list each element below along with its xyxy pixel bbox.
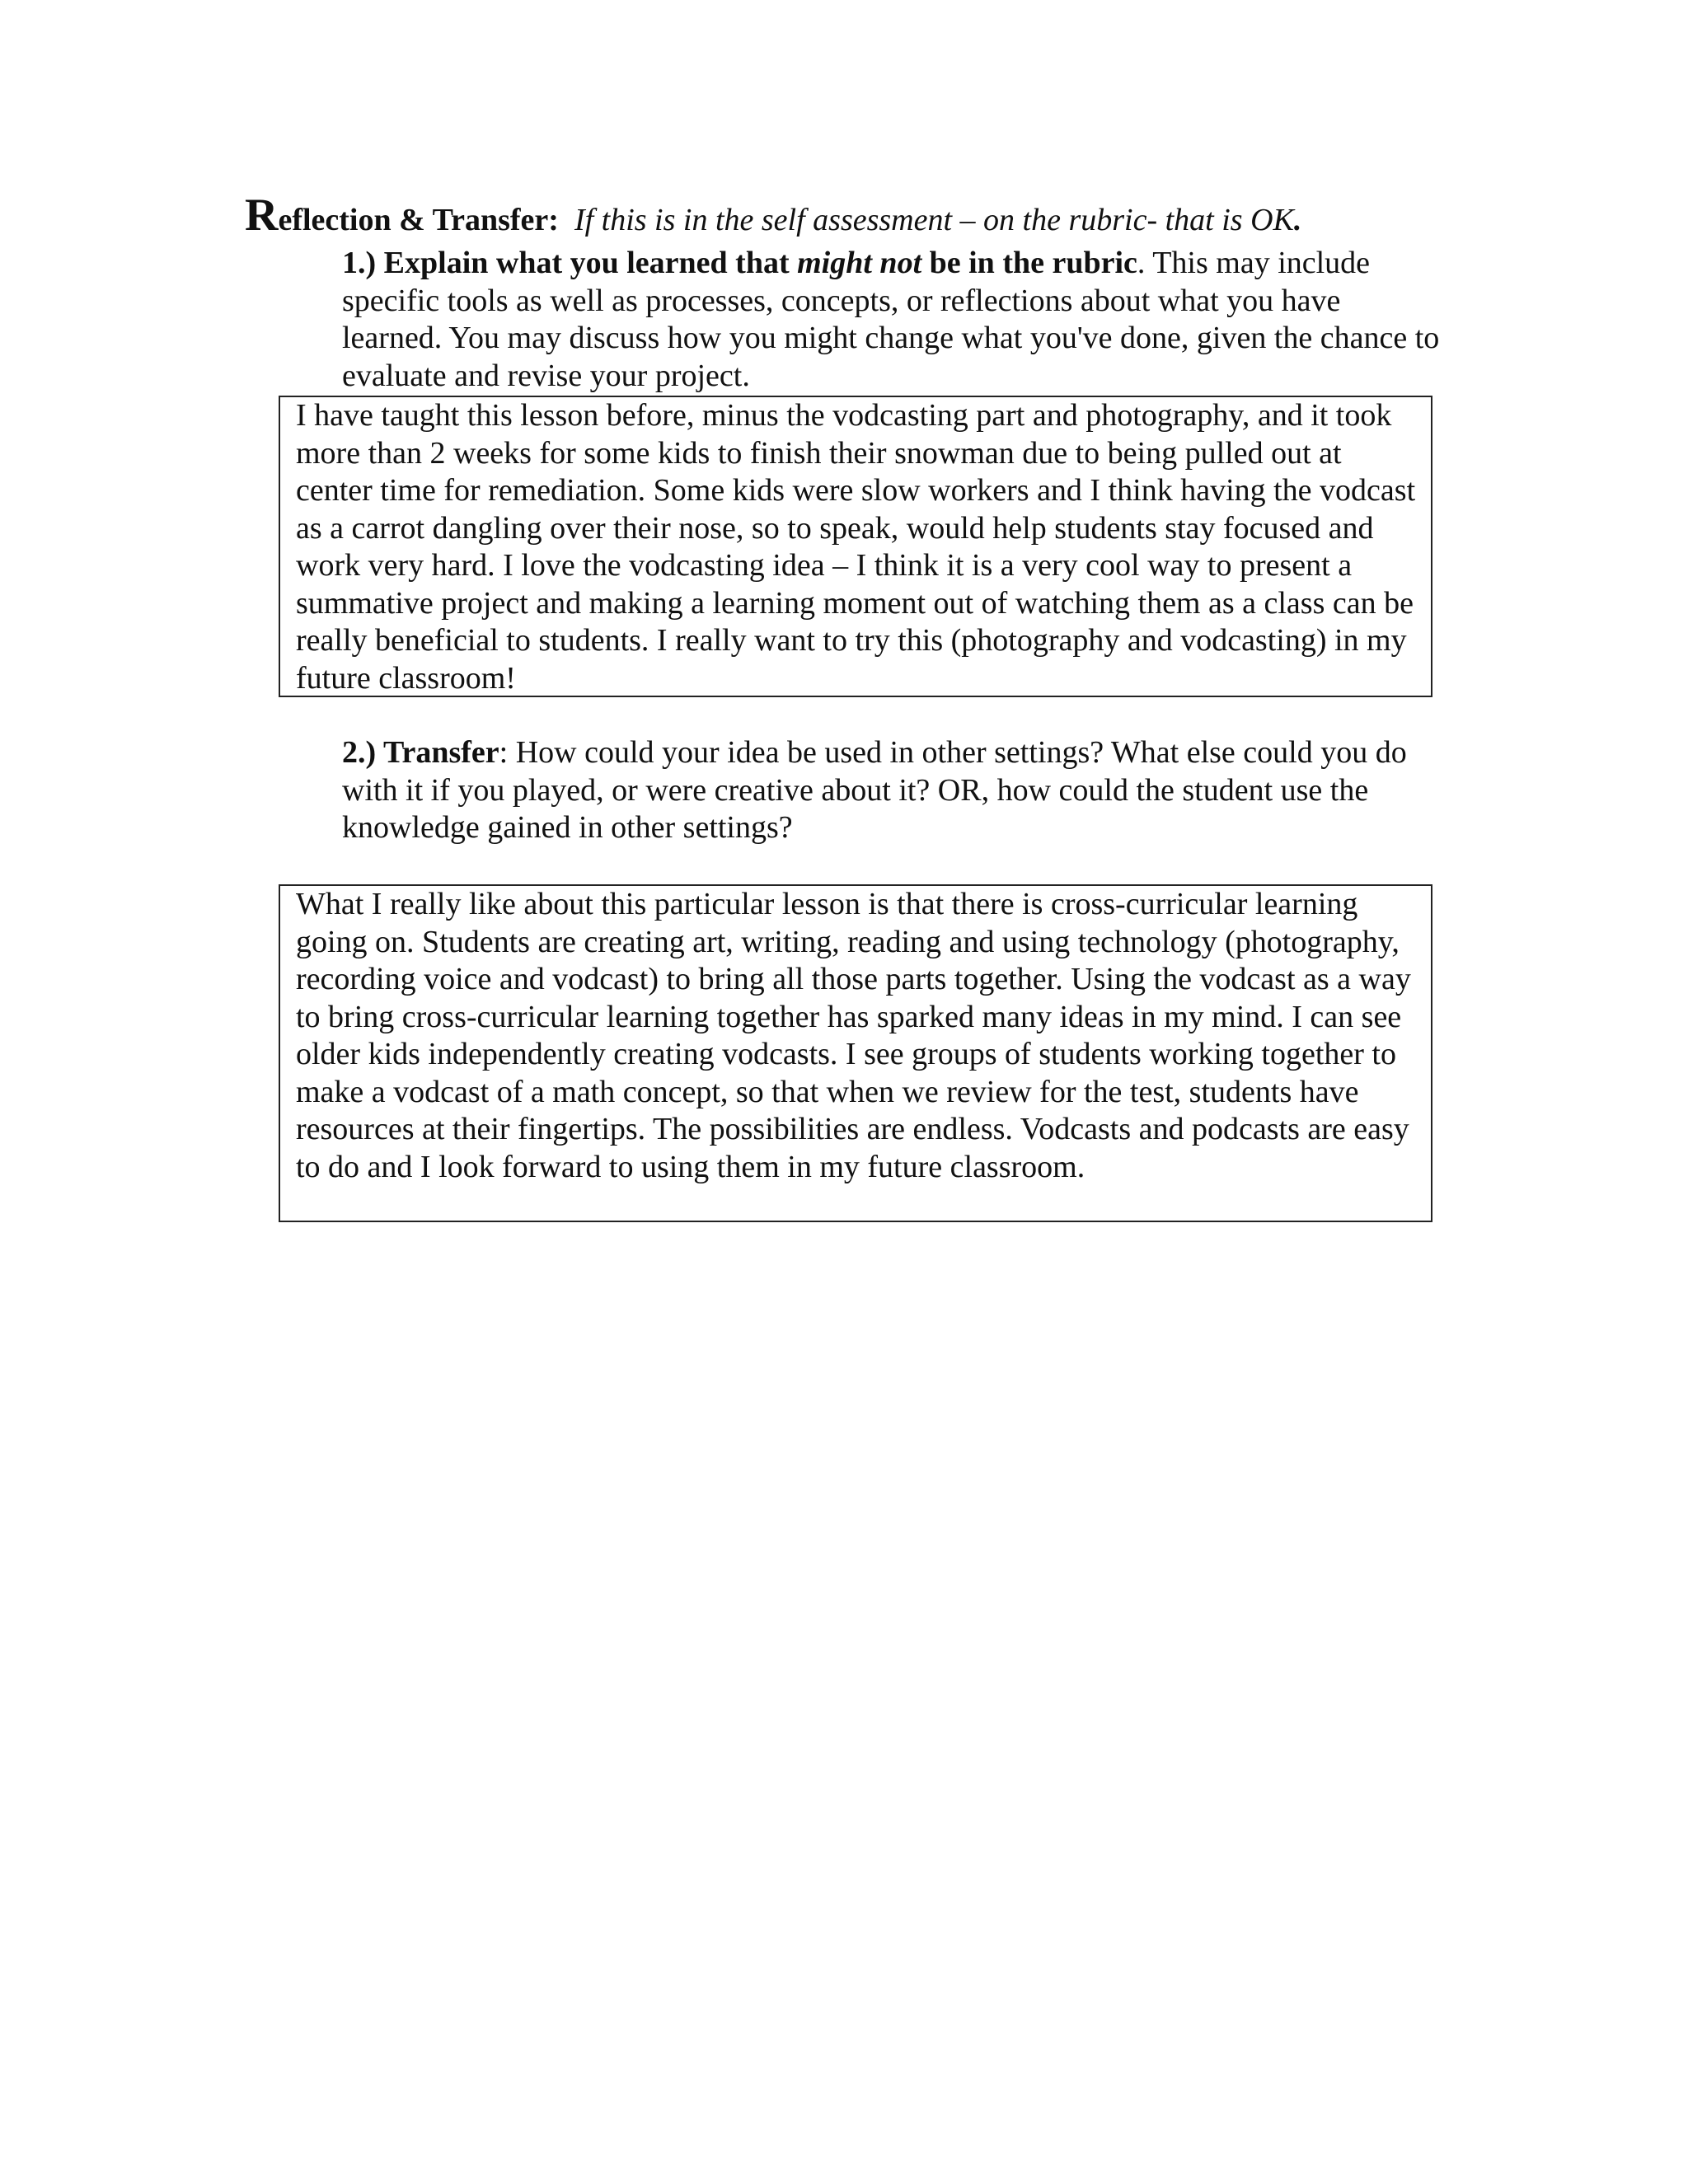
heading-note-text: If this is in the self assessment – on the rubric- that is OK [574, 203, 1294, 237]
answer-2-text: What I really like about this particular lesson is that there is cross-curricular learning going on. Students are creating art, writing, reading and using technology (photography, recording voice and vodcast) to bring all those parts together. Using the vodcast as a way to bring cross-curricular learning together has sparked many ideas in my mind. I can see older kids independently creating vodcasts. I see groups of students working together to make a vodcast of a math concept, so that when we review for the test, students have resources at their fingertips. The possibilities are endless. Vodcasts and podcasts are easy to do and I look forward to using them in my future classroom. [296, 887, 1411, 1184]
answer-1-text: I have taught this lesson before, minus the vodcasting part and photography, and it took more than 2 weeks for some kids to finish their snowman due to being pulled out at center time for remediation. Some kids were slow workers and I think having the vodcast as a carrot dangling over their nose, so to speak, would help students stay focused and work very hard. I love the vodcasting idea – I think it is a very cool way to present a summative project and making a learning moment out of watching them as a class can be really beneficial to students. I really want to try this (photography and vodcasting) in my future classroom! [296, 398, 1416, 696]
heading-note [574, 203, 1301, 237]
prompt-2-body: : How could your idea be used in other settings? What else could you do with it if you played, or were creative about it? OR, how could the student use the knowledge gained in other settings? [342, 735, 1407, 845]
prompt-2 [342, 734, 1447, 847]
prompt-1-emphasis: might not [797, 246, 922, 280]
prompt-1-lead-tail: be in the rubric [921, 246, 1137, 280]
prompt-1 [342, 245, 1447, 395]
heading-initial: R [245, 190, 279, 241]
prompt-1-body: . This may include specific tools as well as processes, concepts, or reflections about what you have learned. You may discuss how you might change what you've done, given the chance to evaluate and revise your project. [342, 246, 1440, 393]
prompt-1-lead: 1.) Explain what you learned that [342, 246, 798, 280]
answer-1-box [279, 396, 1432, 697]
answer-2-box [279, 884, 1432, 1222]
heading-title: eflection & Transfer: [278, 203, 559, 237]
heading-note-period: . [1293, 203, 1302, 237]
prompt-2-lead: 2.) Transfer [342, 735, 499, 770]
section-heading [245, 190, 1302, 241]
